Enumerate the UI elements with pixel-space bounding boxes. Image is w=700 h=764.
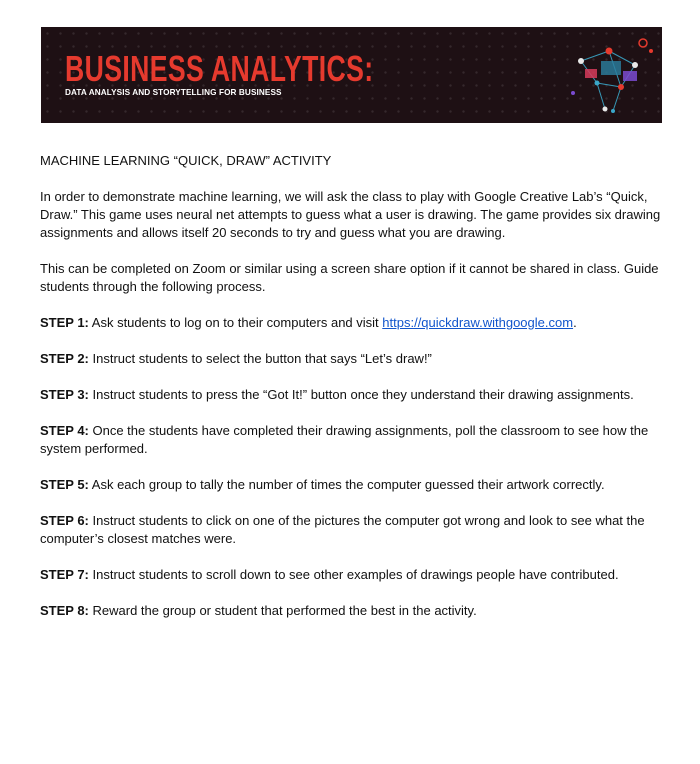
step-text: Instruct students to press the “Got It!” button once they understand their drawing assignments. bbox=[88, 387, 634, 402]
step-text: Ask each group to tally the number of times the computer guessed their artwork correctly. bbox=[88, 477, 605, 492]
document-heading: MACHINE LEARNING “QUICK, DRAW” ACTIVITY bbox=[40, 153, 332, 168]
step-text: Instruct students to select the button that says “Let’s draw!” bbox=[88, 351, 432, 366]
step-label: STEP 1: bbox=[40, 315, 89, 330]
step-text: Instruct students to click on one of the pictures the computer got wrong and look to see what the computer’s closest matches were. bbox=[40, 513, 645, 546]
intro-paragraph-1: In order to demonstrate machine learning, we will ask the class to play with Google Creative Lab’s “Quick, Draw.” This game uses neural net attempts to guess what a user is drawing. The game provides six drawing assignments and allows itself 20 seconds to try and guess what you are drawing. bbox=[40, 189, 661, 240]
step-8 bbox=[40, 602, 664, 620]
step-text-end: . bbox=[573, 315, 577, 330]
step-7 bbox=[40, 566, 664, 584]
banner-subtitle: DATA ANALYSIS AND STORYTELLING FOR BUSINESS bbox=[65, 88, 282, 97]
step-label: STEP 7: bbox=[40, 567, 89, 582]
step-label: STEP 2: bbox=[40, 351, 89, 366]
step-text: Instruct students to scroll down to see other examples of drawings people have contributed. bbox=[88, 567, 619, 582]
step-label: STEP 8: bbox=[40, 603, 89, 618]
document-body bbox=[40, 152, 664, 638]
step-2 bbox=[40, 350, 664, 368]
step-text: Ask students to log on to their computers and visit bbox=[88, 315, 383, 330]
step-label: STEP 6: bbox=[40, 513, 89, 528]
step-3 bbox=[40, 386, 664, 404]
step-label: STEP 4: bbox=[40, 423, 89, 438]
step-text: Reward the group or student that performed the best in the activity. bbox=[88, 603, 477, 618]
brain-network-illustration-icon bbox=[561, 31, 657, 119]
step-label: STEP 3: bbox=[40, 387, 89, 402]
banner-title: BUSINESS ANALYTICS: bbox=[65, 48, 374, 89]
quickdraw-link[interactable]: https://quickdraw.withgoogle.com bbox=[382, 315, 574, 330]
intro-paragraph-2: This can be completed on Zoom or similar using a screen share option if it cannot be shared in class. Guide students through the following process. bbox=[40, 261, 659, 294]
header-banner bbox=[41, 27, 662, 123]
step-1 bbox=[40, 314, 664, 332]
step-6 bbox=[40, 512, 664, 548]
step-label: STEP 5: bbox=[40, 477, 89, 492]
step-4 bbox=[40, 422, 664, 458]
step-5 bbox=[40, 476, 664, 494]
step-text: Once the students have completed their drawing assignments, poll the classroom to see how the system performed. bbox=[40, 423, 649, 456]
